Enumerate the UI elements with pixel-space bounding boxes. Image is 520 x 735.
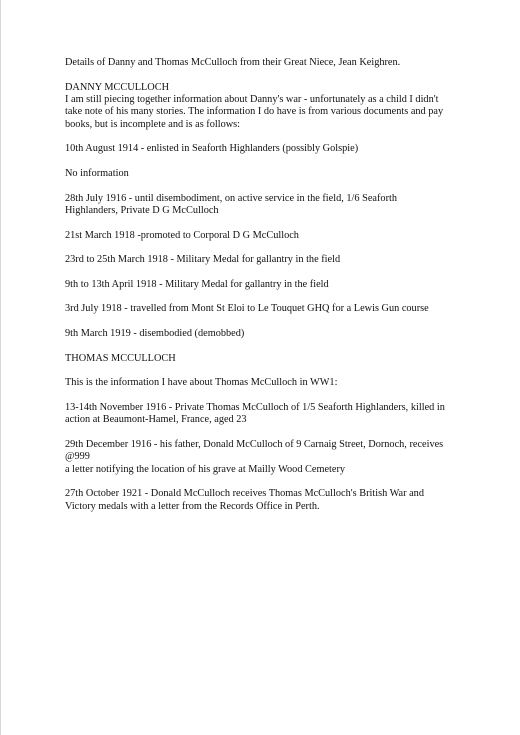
danny-entry [65, 193, 465, 218]
entry-line: action at Beaumont-Hamel, France, aged 23 [65, 414, 247, 426]
thomas-heading: THOMAS MCCULLOCH [65, 352, 176, 364]
entry-line: a letter notifying the location of his grave at Mailly Wood Cemetery [65, 463, 346, 475]
danny-entry [65, 328, 465, 340]
danny-entry [65, 279, 465, 291]
entry-line: No information [65, 168, 129, 179]
danny-entry [65, 143, 465, 155]
entry-line: 13-14th November 1916 - Private Thomas McCulloch of 1/5 Seaforth Highlanders, killed in [65, 401, 445, 413]
entry-line: 28th July 1916 - until disembodiment, on active service in the field, 1/6 Seaforth [65, 192, 398, 204]
danny-entry [65, 168, 465, 180]
thomas-entry [65, 439, 465, 476]
entry-line: 9th March 1919 - disembodied (demobbed) [65, 327, 245, 339]
document-body [65, 57, 465, 525]
thomas-entry [65, 488, 465, 513]
thomas-intro-line: This is the information I have about Thomas McCulloch in WW1: [65, 377, 338, 389]
danny-intro-line: take note of his many stories. The information I do have is from various documents and pay [65, 106, 444, 118]
danny-intro-line: I am still piecing together information about Danny's war - unfortunately as a child I didn't [65, 94, 439, 105]
entry-line: @999 [65, 451, 90, 463]
intro-paragraph: Details of Danny and Thomas McCulloch from their Great Niece, Jean Keighren. [65, 57, 401, 68]
entry-line: 9th to 13th April 1918 - Military Medal for gallantry in the field [65, 278, 329, 290]
thomas-heading-block [65, 353, 465, 365]
entry-line: 21st March 1918 -promoted to Corporal D G McCulloch [65, 229, 299, 241]
entry-line: 10th August 1914 - enlisted in Seaforth Highlanders (possibly Golspie) [65, 143, 359, 155]
danny-entry [65, 230, 465, 242]
entry-line: Victory medals with a letter from the Records Office in Perth. [65, 500, 320, 512]
danny-entry [65, 303, 465, 315]
entry-line: Highlanders, Private D G McCulloch [65, 205, 219, 216]
danny-heading: DANNY MCCULLOCH [65, 81, 170, 93]
entry-line: 29th December 1916 - his father, Donald McCulloch of 9 Carnaig Street, Dornoch, receives [65, 438, 444, 450]
danny-intro-line: books, but is incomplete and is as follows: [65, 118, 241, 130]
thomas-entry [65, 402, 465, 427]
danny-section-intro [65, 82, 465, 132]
danny-entry [65, 254, 465, 266]
entry-line: 27th October 1921 - Donald McCulloch receives Thomas McCulloch's British War and [65, 488, 424, 500]
entry-line: 23rd to 25th March 1918 - Military Medal for gallantry in the field [65, 254, 341, 266]
entry-line: 3rd July 1918 - travelled from Mont St Eloi to Le Touquet GHQ for a Lewis Gun course [65, 303, 429, 315]
thomas-intro [65, 377, 465, 389]
